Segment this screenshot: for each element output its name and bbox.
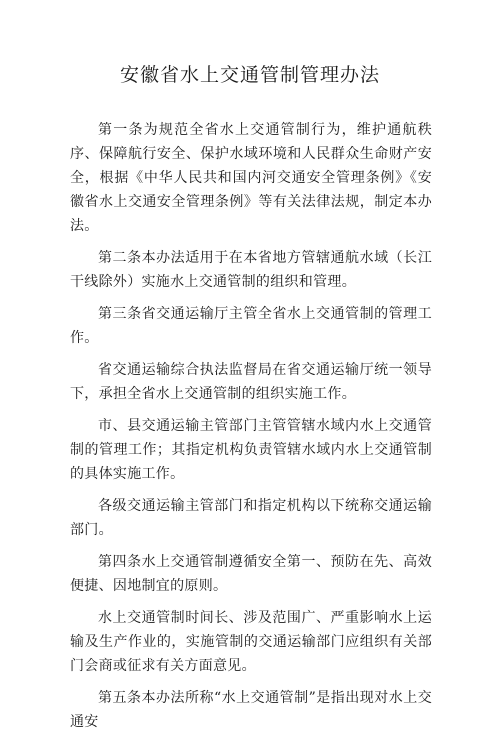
paragraph-collective-term: 各级交通运输主管部门和指定机构以下统称交通运输部门。 <box>70 498 432 538</box>
paragraph-city-county: 市、县交通运输主管部门主管管辖水域内水上交通管制的管理工作；其指定机构负责管辖水域内水上交通管制的具体实施工作。 <box>70 418 432 482</box>
document-title: 安徽省水上交通管制管理办法 <box>119 64 380 86</box>
paragraph-provincial-bureau: 省交通运输综合执法监督局在省交通运输厅统一领导下，承担全省水上交通管制的组织实施工作。 <box>70 362 432 402</box>
paragraph-consultation: 水上交通管制时间长、涉及范围广、严重影响水上运输及生产作业的，实施管制的交通运输部门应组织有关部门会商或征求有关方面意见。 <box>70 610 432 674</box>
paragraph-article-5: 第五条本办法所称“水上交通管制”是指出现对水上交通安 <box>70 690 432 730</box>
paragraph-article-1: 第一条为规范全省水上交通管制行为，维护通航秩序、保障航行安全、保护水域环境和人民群众生命财产安全，根据《中华人民共和国内河交通安全管理条例》《安徽省水上交通安全管理条例》等有关法律法规，制定本办法。 <box>70 122 432 234</box>
paragraph-article-4: 第四条水上交通管制遵循安全第一、预防在先、高效便捷、因地制宜的原则。 <box>70 554 432 594</box>
document-body <box>70 118 432 742</box>
paragraph-article-3: 第三条省交通运输厅主管全省水上交通管制的管理工作。 <box>70 306 432 346</box>
paragraph-article-2: 第二条本办法适用于在本省地方管辖通航水域（长江干线除外）实施水上交通管制的组织和管理。 <box>70 250 432 290</box>
